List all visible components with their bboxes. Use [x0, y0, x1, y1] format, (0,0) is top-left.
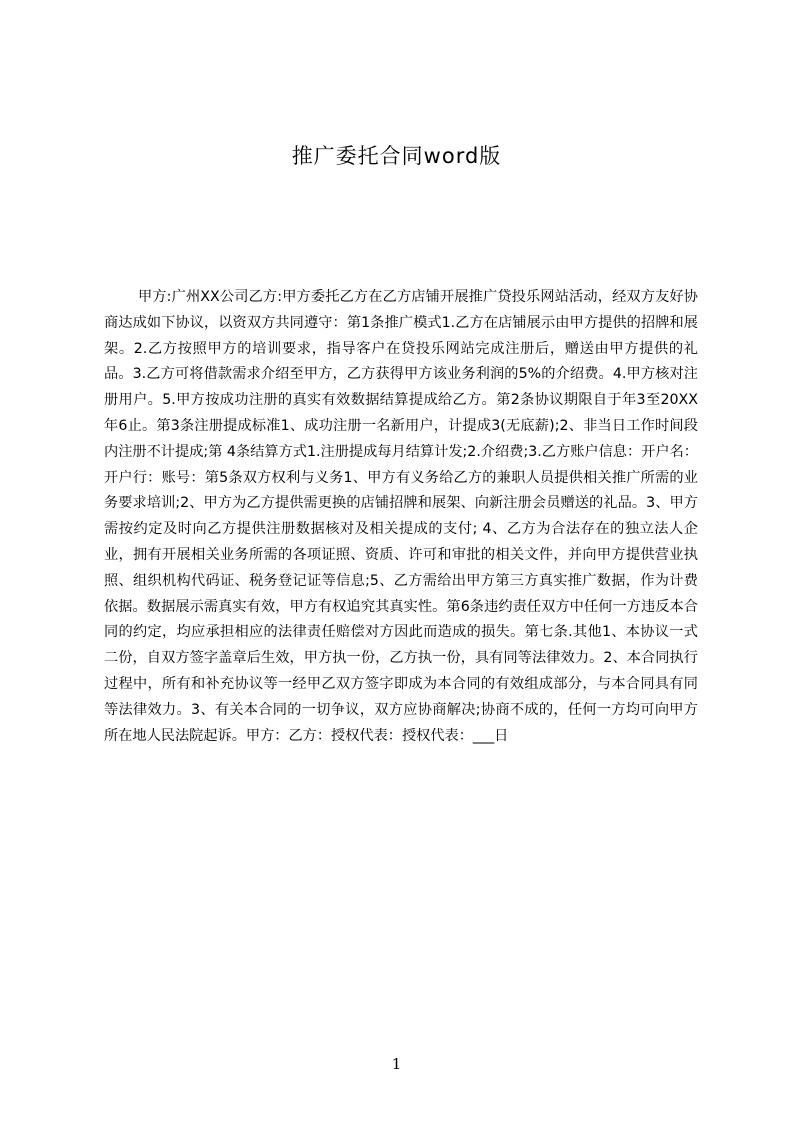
document-title: 推广委托合同word版: [291, 144, 502, 168]
contract-body-text: 甲方:广州XX公司乙方:甲方委托乙方在乙方店铺开展推广贷投乐网站活动，经双方友好协商达成如下协议，以资双方共同遵守：第1条推广模式1.乙方在店铺展示由甲方提供的招牌和展架。2.乙方按照甲方的培训要求，指导客户在贷投乐网站完成注册后，赠送由甲方提供的礼品。3.乙方可将借款需求介绍至甲方，乙方获得甲方该业务利润的5%的介绍费。4.甲方核对注册用户。5.甲方按成功注册的真实有效数据结算提成给乙方。第2条协议期限自于年3至20XX年6止。第3条注册提成标准1、成功注册一名新用户，计提成3(无底薪);2、非当日工作时间段内注册不计提成;第 4条结算方式1.注册提成每月结算计发;2.介绍费;3.乙方账户信息：开户名：开户行：账号：第5条双方权利与义务1、甲方有义务给乙方的兼职人员提供相关推广所需的业务要求培训;2、甲方为乙方提供需更换的店铺招牌和展架、向新注册会员赠送的礼品。3、甲方需按约定及时向乙方提供注册数据核对及相关提成的支付; 4、乙方为合法存在的独立法人企业，拥有开展相关业务所需的各项证照、资质、许可和审批的相关文件，并向甲方提供营业执照、组织机构代码证、税务登记证等信息;5、乙方需给出甲方第三方真实推广数据，作为计费依据。数据展示需真实有效，甲方有权追究其真实性。第6条违约责任双方中任何一方违反本合同的约定，均应承担相应的法律责任赔偿对方因此而造成的损失。第七条.其他1、本协议一式二份，自双方签字盖章后生效，甲方执一份，乙方执一份，具有同等法律效力。2、本合同执行过程中，所有和补充协议等一经甲乙双方签字即成为本合同的有效组成部分，与本合同具有同等法律效力。3、有关本合同的一切争议，双方应协商解决;协商不成的，任何一方均可向甲方所在地人民法院起诉。甲方：乙方：授权代表：授权代表：___日: [104, 289, 698, 744]
page-number: 1: [391, 1055, 402, 1073]
